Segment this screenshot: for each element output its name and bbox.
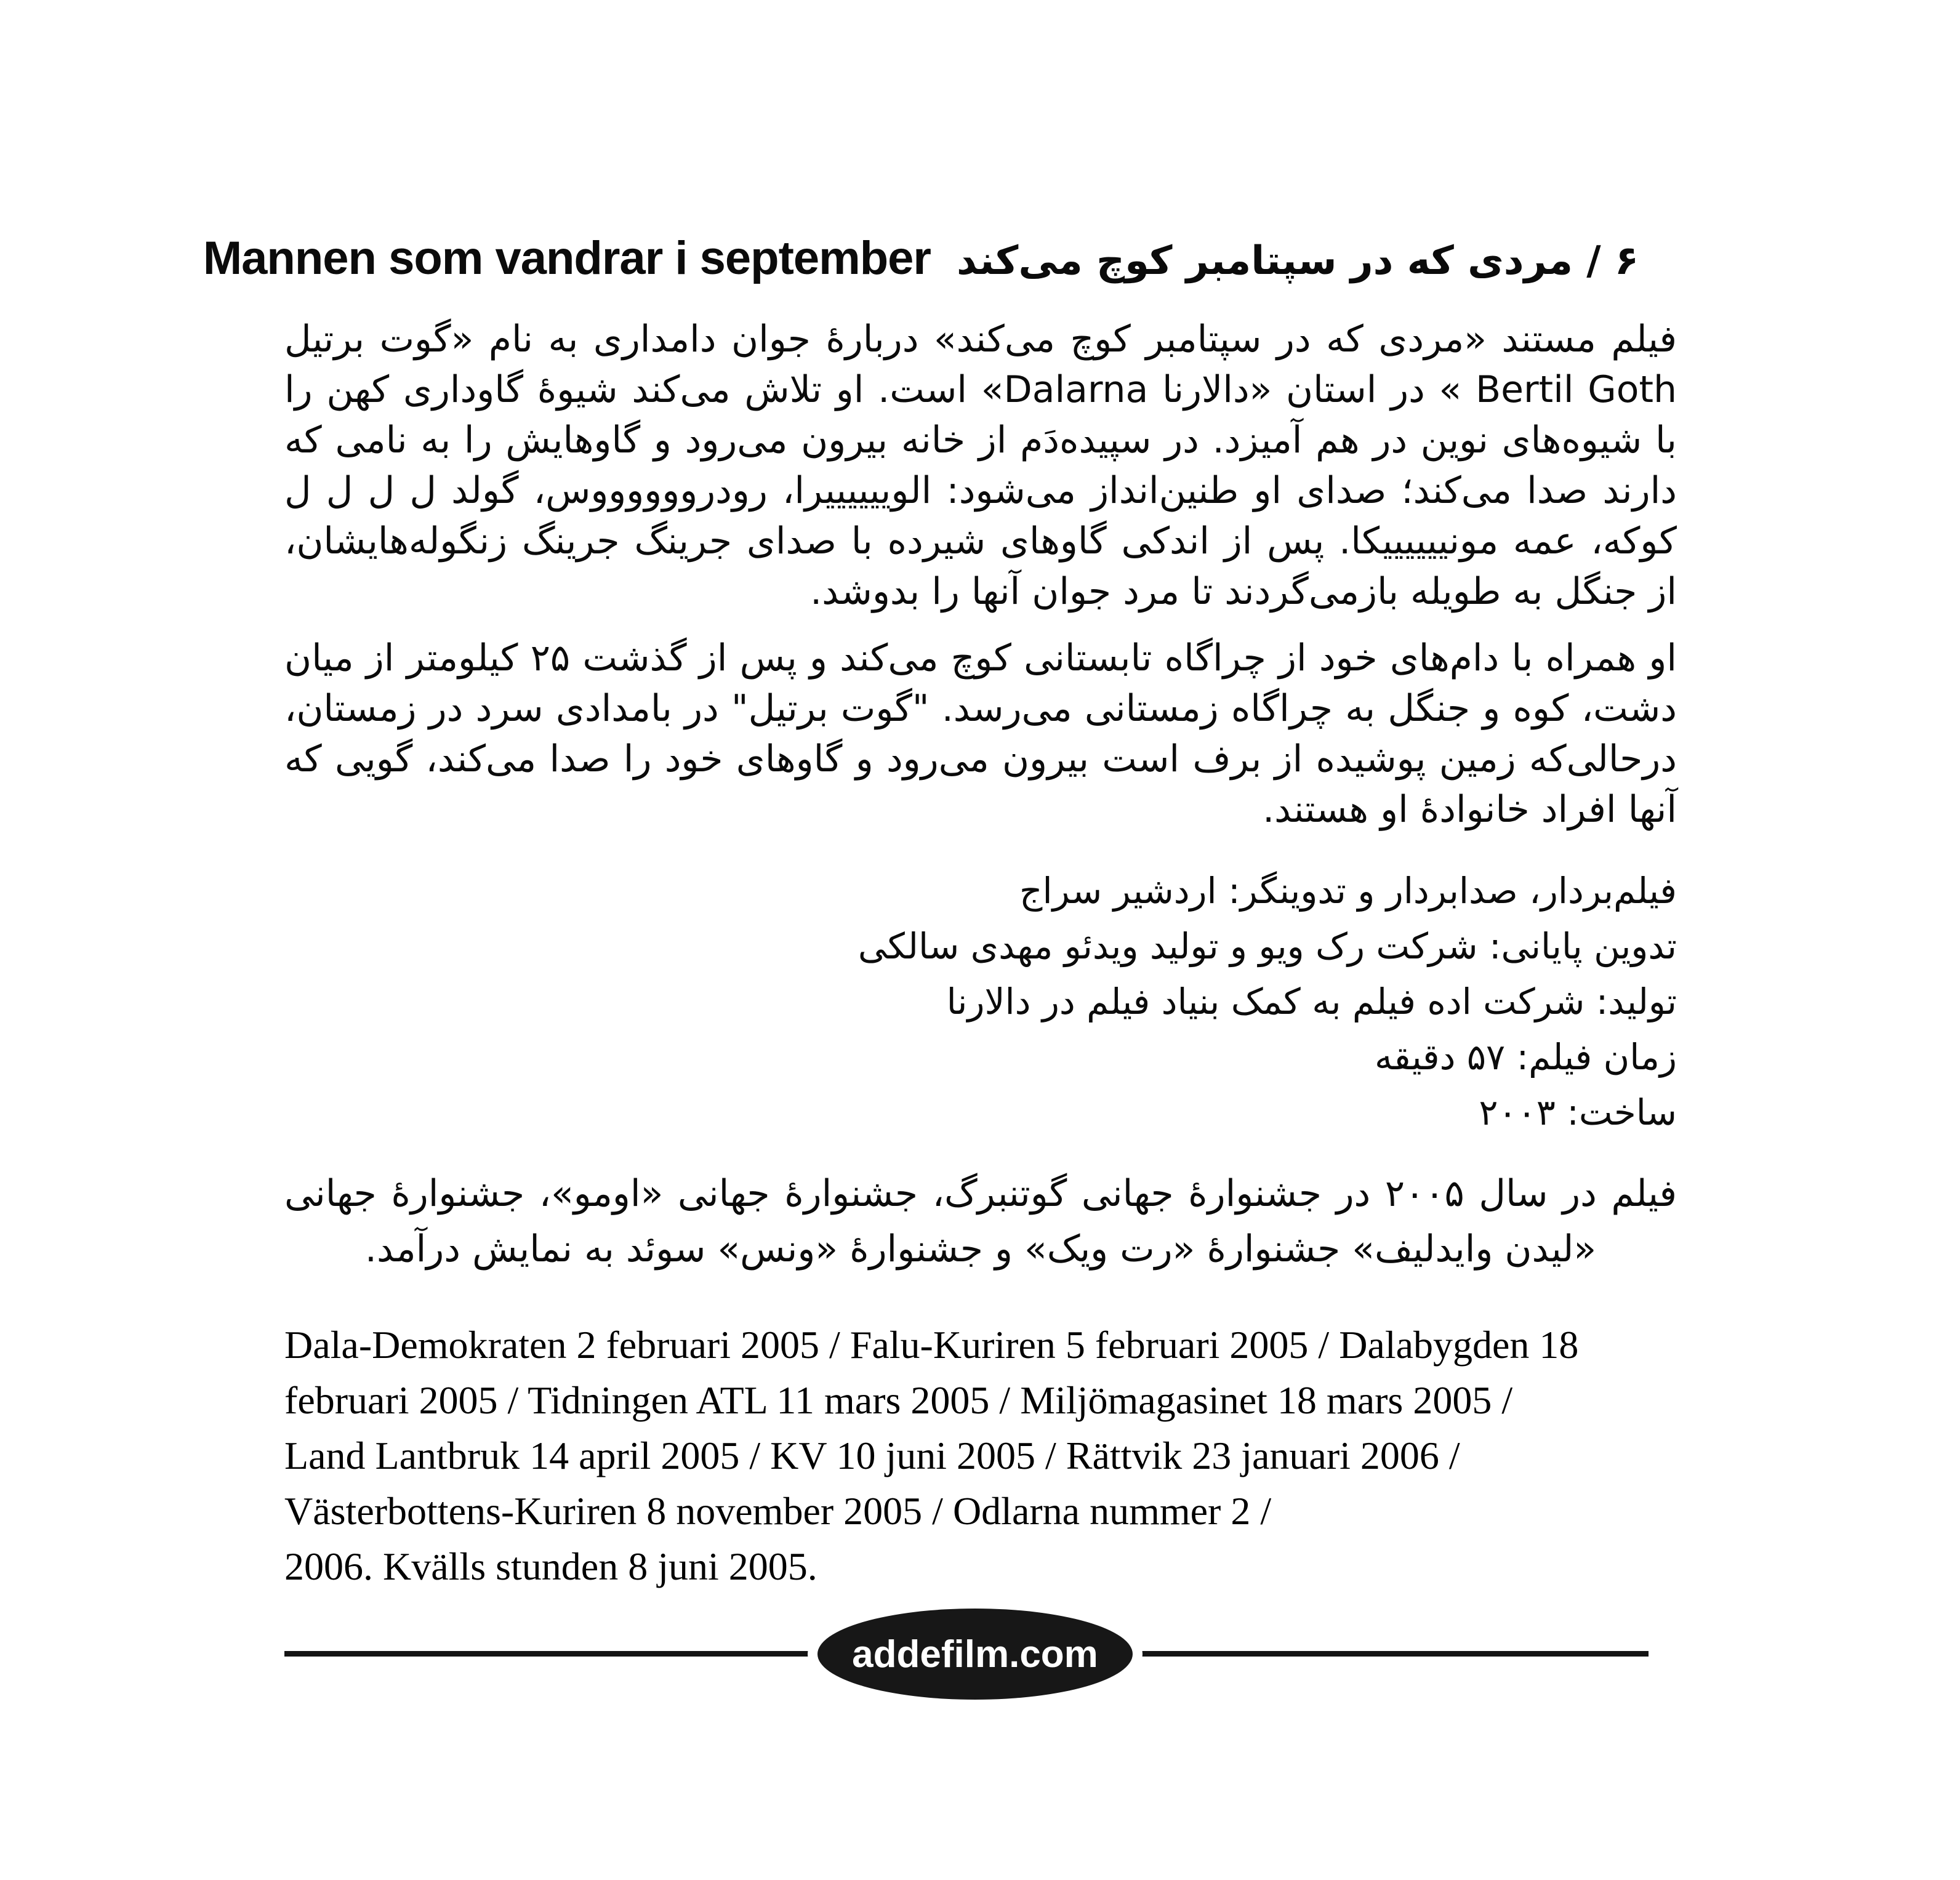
credit-line-duration: زمان فیلم: ۵۷ دقیقه <box>1374 1036 1677 1078</box>
synopsis-paragraph-1: فیلم مستند «مردی که در سپتامبر کوچ می‌کند» دربارهٔ جوان دامداری به نام «گوت برتیل Bertil Goth » در استان «دالارنا Dalarna» است. او تلاش می‌کند شیوهٔ گاوداری کهن را با شیوه‌های نوین در هم آمیزد. در سپیده‌دَم از خانه بیرون می‌رود و گاوهایش را به نامی که دارند صدا می‌کند؛ صدای او طنین‌انداز می‌شود: الوییییییرا، رودرووووووس، گولد ل ل ل ل کوکه، عمه مونییییییکا. پس از اندکی گاوهای شیرده با صدای جرینگ جرینگ زنگوله‌هایشان، از جنگل به طویله بازمی‌گردند تا مرد جوان آنها را بدوشد. <box>284 318 1677 613</box>
page-title <box>203 231 1677 285</box>
addefilm-logo-text: addefilm.com <box>852 1633 1098 1676</box>
credits-block <box>284 863 1677 1140</box>
page-title-persian: ۶ / مردی که در سپتامبر کوچ می‌کند <box>957 238 1639 284</box>
press-line: Dala-Demokraten 2 februari 2005 / Falu-Kuriren 5 februari 2005 / Dalabygden 18 <box>284 1323 1579 1367</box>
addefilm-logo <box>808 1599 1143 1709</box>
synopsis-paragraph-2: او همراه با دام‌های خود از چراگاه تابستانی کوچ می‌کند و پس از گذشت ۲۵ کیلومتر از میان دشت، کوه و جنگل به چراگاه زمستانی می‌رسد. "گوت برتیل" در بامدادی سرد در زمستان، درحالی‌که زمین پوشیده از برف است بیرون می‌رود و گاوهای خود را صدا می‌کند، گویی که آنها افراد خانوادهٔ او هستند. <box>284 637 1677 831</box>
credit-line-production: تولید: شرکت اده فیلم به کمک بنیاد فیلم در دالارنا <box>946 981 1677 1022</box>
press-line: Land Lantbruk 14 april 2005 / KV 10 juni 2005 / Rättvik 23 januari 2006 / <box>284 1434 1460 1477</box>
press-line: 2006. Kvälls stunden 8 juni 2005. <box>284 1545 817 1588</box>
credit-line-crew: فیلم‌بردار، صدابردار و تدوینگر: اردشیر سراج <box>1019 870 1677 912</box>
credit-line-year: ساخت: ۲۰۰۳ <box>1479 1091 1677 1133</box>
press-line: Västerbottens-Kuriren 8 november 2005 / Odlarna nummer 2 / <box>284 1489 1272 1533</box>
festival-note: فیلم در سال ۲۰۰۵ در جشنوارهٔ جهانی گوتنبرگ، جشنوارهٔ جهانی «اومو»، جشنوارهٔ جهانی «لیدن وایدلیف» جشنوارهٔ «رت ویک» و جشنوارهٔ «ونس» سوئد به نمایش درآمد. <box>284 1172 1677 1271</box>
credit-line-final-edit: تدوین پایانی: شرکت رک ویو و تولید ویدئو مهدی سالکی <box>857 925 1677 967</box>
press-references <box>284 1317 1677 1594</box>
page-title-swedish: Mannen som vandrar i september <box>203 232 931 284</box>
press-line: februari 2005 / Tidningen ATL 11 mars 2005 / Miljömagasinet 18 mars 2005 / <box>284 1378 1513 1422</box>
